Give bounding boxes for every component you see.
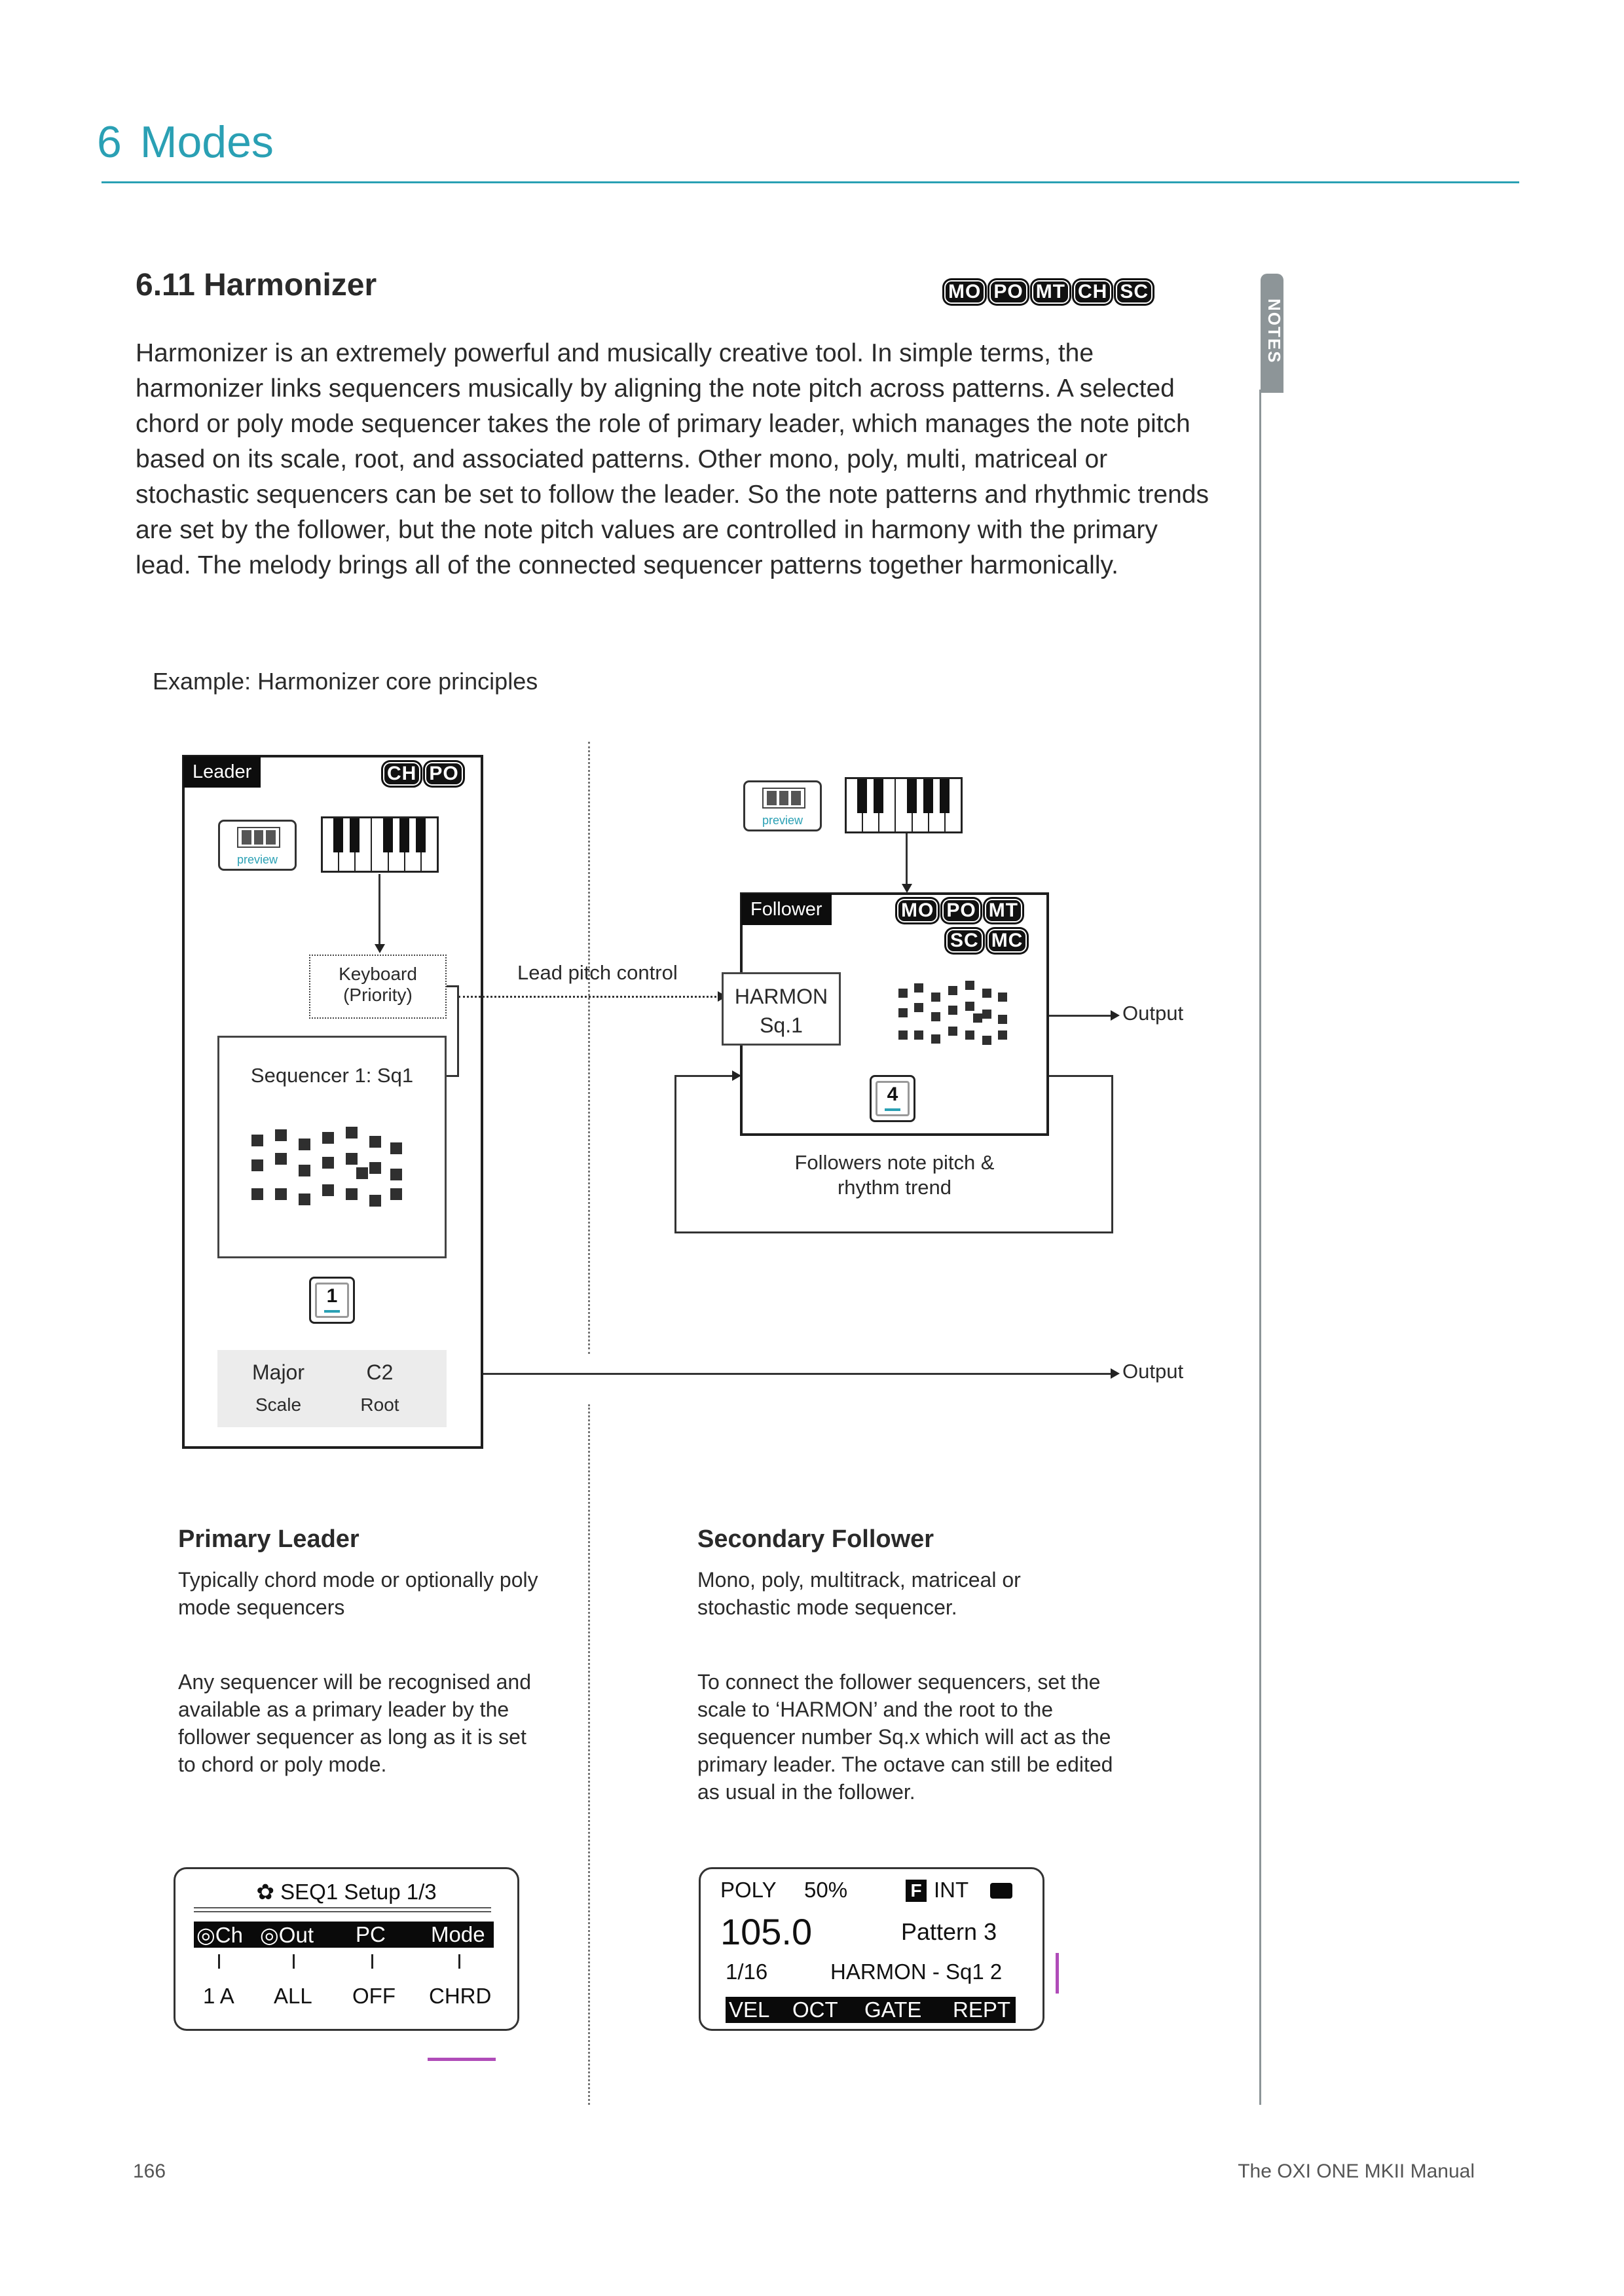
header-pc: PC — [356, 1922, 386, 1946]
header-ch: ◎Ch — [196, 1923, 243, 1947]
value-out: ALL — [274, 1984, 312, 2008]
leader-output-label: Output — [1122, 1360, 1184, 1383]
tick — [293, 1954, 295, 1969]
followers-trend-label: Followers note pitch & rhythm trend — [794, 1151, 995, 1199]
keyboard-mini-icon — [762, 788, 805, 809]
leader-sequencer-label: Sequencer 1: Sq1 — [250, 1064, 414, 1087]
root-value: C2 — [366, 1360, 394, 1384]
primary-leader-para1: Typically chord mode or optionally poly mode sequencers — [178, 1568, 538, 1619]
leader-pattern-grid — [251, 1129, 409, 1208]
harmon-value: HARMON - Sq1 2 — [830, 1959, 1003, 1984]
mode-badge: PO — [942, 899, 980, 922]
keyboard-connector — [906, 833, 908, 886]
feedback-loop — [674, 1075, 735, 1077]
mode-badge: CH — [383, 762, 420, 786]
keyboard-mini-icon — [237, 827, 280, 848]
value-ch: 1 A — [203, 1984, 234, 2008]
leader-keyboard-icon — [321, 816, 439, 873]
intro-paragraph: Harmonizer is an extremely powerful and musically creative tool. In simple terms, the harmonizer links sequencers musically by aligning the note pitch across patterns. A selected chord or poly mode sequencer takes the role of primary leader, which manages the note pitch based on its scale, root, and associated patterns. Other mono, poly, multi, matriceal or stochastic sequencers can be set to follow the leader. So the note patterns and rhythmic trends are set by the follower, but the note pitch values are controlled in harmony with the primary lead. The melody brings all of the connected sequencer patterns together harmonically. — [136, 339, 1209, 579]
leader-output-line — [483, 1373, 1113, 1375]
tick — [458, 1954, 460, 1969]
scale-value: Major — [251, 1360, 304, 1384]
mode-badge: PO — [989, 280, 1027, 304]
param-gate: GATE — [864, 1997, 922, 2022]
mode-badge: MT — [985, 899, 1022, 922]
pattern-label: Pattern 3 — [901, 1918, 997, 1945]
mode-badge: MO — [944, 280, 985, 304]
center-divider — [588, 1404, 590, 2105]
lead-pitch-label: Lead pitch control — [517, 961, 678, 984]
center-divider — [588, 742, 590, 1354]
tick — [218, 1954, 220, 1969]
value-pc: OFF — [352, 1984, 396, 2008]
knob-icon: ◎ — [196, 1923, 215, 1947]
priority-connector — [457, 985, 459, 1077]
mode-badge: MC — [987, 929, 1027, 953]
mode-badge: MT — [1032, 280, 1069, 304]
param-oct: OCT — [792, 1997, 838, 2022]
value-mode: CHRD — [429, 1984, 492, 2008]
root-label: Root — [360, 1394, 399, 1415]
follower-badges-row2 — [946, 929, 1031, 953]
arrow-right-icon — [1111, 1368, 1120, 1379]
follower-pattern-grid — [898, 982, 1016, 1048]
leader-preview-button[interactable] — [218, 820, 297, 871]
follower-output-line — [1049, 1015, 1113, 1017]
param-vel: VEL — [729, 1997, 770, 2022]
arrow-down-icon — [375, 944, 385, 953]
primary-leader-para2: Any sequencer will be recognised and available as a primary leader by the follower sequencer as long as it is set to chord or poly mode. — [178, 1670, 531, 1776]
follower-keyboard-icon — [845, 777, 963, 833]
mode-badges — [944, 280, 1157, 304]
tick — [371, 1954, 373, 1969]
manual-title: The OXI ONE MKII Manual — [1238, 2160, 1475, 2182]
param-rept: REPT — [953, 1997, 1011, 2022]
harmon-label: HARMON Sq.1 — [734, 985, 828, 1037]
sequencer-key-1[interactable]: 1 — [309, 1277, 355, 1324]
mode-badge: MO — [897, 899, 938, 922]
mode-badge: CH — [1074, 280, 1111, 304]
keyboard-priority-label: Keyboard (Priority) — [339, 964, 417, 1005]
notes-margin-line — [1259, 390, 1261, 2105]
lead-pitch-line — [458, 996, 720, 998]
arrow-right-icon — [732, 1070, 741, 1081]
mode-badge: SC — [1116, 280, 1153, 304]
screen-divider — [194, 1907, 491, 1908]
leader-badges — [383, 762, 468, 786]
leader-tag: Leader — [183, 756, 261, 788]
screen-title: ✿ SEQ1 Setup 1/3 — [256, 1880, 437, 1904]
priority-connector — [445, 1075, 459, 1077]
follower-badges-row1 — [897, 899, 1027, 922]
division-label: 1/16 — [726, 1959, 768, 1984]
sequencer-key-4[interactable]: 4 — [870, 1075, 915, 1122]
arrow-down-icon — [902, 884, 912, 893]
notes-tab-label: NOTES — [1264, 299, 1284, 364]
follower-preview-button[interactable] — [743, 780, 822, 831]
primary-leader-heading: Primary Leader — [178, 1525, 360, 1553]
header-mode: Mode — [431, 1922, 485, 1946]
keyboard-connector — [378, 874, 380, 946]
clock-label: INT — [934, 1878, 969, 1902]
preview-label: preview — [236, 853, 278, 866]
follower-output-label: Output — [1122, 1002, 1184, 1025]
secondary-follower-para2: To connect the follower sequencers, set the scale to ‘HARMON’ and the root to the sequencer number Sq.x which will act as the primary leader. The octave can still be edited as usual in the follower. — [697, 1670, 1113, 1804]
preview-label: preview — [762, 814, 803, 827]
scale-label: Scale — [255, 1394, 302, 1415]
arrow-right-icon — [1111, 1010, 1120, 1021]
tempo-value: 105.0 — [720, 1911, 813, 1952]
harmon-highlight-bar — [1056, 1953, 1059, 1994]
header-out: ◎Out — [260, 1923, 314, 1947]
follower-tag: Follower — [741, 894, 832, 925]
screen-divider — [194, 1911, 491, 1912]
percent-label: 50% — [804, 1878, 848, 1902]
example-caption: Example: Harmonizer core principles — [153, 668, 538, 695]
secondary-follower-heading: Secondary Follower — [697, 1525, 934, 1553]
mode-badge: PO — [425, 762, 462, 786]
section-title: 6.11 Harmonizer — [136, 268, 377, 302]
battery-icon — [990, 1883, 1012, 1899]
mode-badge: SC — [946, 929, 983, 953]
mode-highlight-bar — [428, 2058, 496, 2061]
chapter-title: 6 Modes — [97, 117, 274, 167]
knob-icon: ◎ — [260, 1923, 279, 1947]
page-number: 166 — [133, 2160, 166, 2182]
poly-mode-label: POLY — [720, 1878, 777, 1902]
chapter-divider — [101, 181, 1519, 183]
feedback-loop — [1049, 1075, 1113, 1077]
gear-icon: ✿ — [256, 1880, 274, 1904]
f-badge: F — [906, 1880, 927, 1902]
secondary-follower-para1: Mono, poly, multitrack, matriceal or stochastic mode sequencer. — [697, 1568, 1021, 1619]
